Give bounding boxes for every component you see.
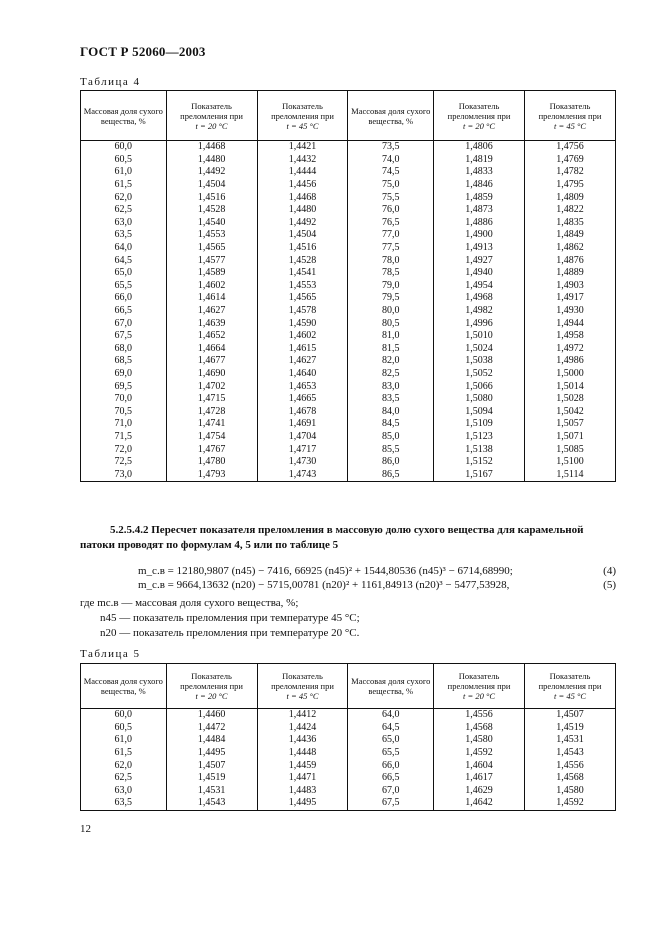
table-cell: 79,5 (348, 292, 434, 305)
table-cell: 1,4730 (257, 456, 348, 469)
table-cell: 65,5 (81, 280, 167, 293)
header-refraction-20: Показатель преломления при t = 20 °C (434, 664, 525, 709)
table-cell: 1,4589 (166, 267, 257, 280)
table-cell: 1,4653 (257, 380, 348, 393)
table-cell: 1,4468 (166, 141, 257, 154)
table-row (81, 343, 616, 356)
table-cell: 1,4876 (525, 254, 616, 267)
table-cell: 67,0 (348, 785, 434, 798)
table-cell: 1,4568 (434, 722, 525, 735)
table-row (81, 355, 616, 368)
table-cell: 64,5 (348, 722, 434, 735)
table-row (81, 254, 616, 267)
table-row (81, 722, 616, 735)
table-cell: 1,4889 (525, 267, 616, 280)
table-cell: 1,4484 (166, 734, 257, 747)
table-cell: 83,0 (348, 380, 434, 393)
table-cell: 1,4862 (525, 242, 616, 255)
table-cell: 72,0 (81, 443, 167, 456)
table-cell: 1,5167 (434, 468, 525, 481)
legend-n20: n20 — показатель преломления при температуре 20 °C. (100, 627, 360, 639)
table-cell: 1,4835 (525, 217, 616, 230)
table-cell: 66,0 (81, 292, 167, 305)
table-row (81, 317, 616, 330)
table-4-body (81, 141, 616, 482)
table-cell: 61,5 (81, 747, 167, 760)
header-refraction-20: Показатель преломления при t = 20 °C (166, 91, 257, 141)
table-cell: 78,5 (348, 267, 434, 280)
table-cell: 60,5 (81, 722, 167, 735)
table-cell: 1,4578 (257, 305, 348, 318)
table-cell: 1,4519 (166, 772, 257, 785)
table-cell: 80,0 (348, 305, 434, 318)
table-cell: 1,4629 (434, 785, 525, 798)
table-cell: 1,4540 (166, 217, 257, 230)
table-cell: 1,4704 (257, 431, 348, 444)
table-cell: 1,4859 (434, 191, 525, 204)
table-cell: 1,4717 (257, 443, 348, 456)
table-cell: 1,4986 (525, 355, 616, 368)
table-cell: 64,0 (81, 242, 167, 255)
table-cell: 70,5 (81, 405, 167, 418)
table-cell: 71,5 (81, 431, 167, 444)
table-cell: 1,4743 (257, 468, 348, 481)
header-refraction-45: Показатель преломления при t = 45 °C (257, 91, 348, 141)
table-cell: 63,0 (81, 217, 167, 230)
page-number: 12 (80, 823, 91, 835)
table-cell: 1,4927 (434, 254, 525, 267)
document-header: ГОСТ Р 52060—2003 (80, 44, 206, 59)
table-cell: 1,4504 (257, 229, 348, 242)
table-cell: 1,5123 (434, 431, 525, 444)
table-cell: 1,4456 (257, 179, 348, 192)
table-row (81, 280, 616, 293)
table-cell: 1,4472 (166, 722, 257, 735)
table-cell: 1,4480 (257, 204, 348, 217)
formula-4: m_с.в = 12180,9807 (n45) − 7416, 66925 (n45)² + 1544,80536 (n45)³ − 6714,68990; (138, 565, 513, 577)
table-cell: 1,4483 (257, 785, 348, 798)
table-cell: 1,4627 (166, 305, 257, 318)
table-row (81, 709, 616, 722)
table-cell: 1,4565 (257, 292, 348, 305)
table-cell: 63,5 (81, 229, 167, 242)
table-cell: 1,5138 (434, 443, 525, 456)
table-cell: 1,4954 (434, 280, 525, 293)
table-cell: 1,4432 (257, 154, 348, 167)
table-cell: 1,5066 (434, 380, 525, 393)
table-cell: 1,4519 (525, 722, 616, 735)
table-cell: 1,4780 (166, 456, 257, 469)
table-cell: 1,4652 (166, 330, 257, 343)
table-cell: 1,5052 (434, 368, 525, 381)
table-cell: 1,4556 (525, 759, 616, 772)
table-cell: 85,5 (348, 443, 434, 456)
table-cell: 1,4553 (257, 280, 348, 293)
table-cell: 1,4602 (166, 280, 257, 293)
table-cell: 75,0 (348, 179, 434, 192)
table-cell: 67,5 (348, 797, 434, 810)
table-row (81, 229, 616, 242)
table-cell: 70,0 (81, 393, 167, 406)
table-row (81, 217, 616, 230)
table-cell: 1,4495 (257, 797, 348, 810)
table-cell: 1,4580 (434, 734, 525, 747)
table-cell: 77,5 (348, 242, 434, 255)
table-cell: 1,4846 (434, 179, 525, 192)
table-cell: 1,4448 (257, 747, 348, 760)
table-cell: 1,5057 (525, 418, 616, 431)
table-cell: 1,4873 (434, 204, 525, 217)
table-cell: 1,4691 (257, 418, 348, 431)
table-row (81, 267, 616, 280)
table-cell: 1,4459 (257, 759, 348, 772)
table-cell: 1,4577 (166, 254, 257, 267)
table-row (81, 191, 616, 204)
header-refraction-20: Показатель преломления при t = 20 °C (166, 664, 257, 709)
table-cell: 65,0 (348, 734, 434, 747)
table-row (81, 443, 616, 456)
table-cell: 1,4592 (525, 797, 616, 810)
table-row (81, 785, 616, 798)
table-cell: 1,4436 (257, 734, 348, 747)
table-cell: 66,0 (348, 759, 434, 772)
table-cell: 1,4754 (166, 431, 257, 444)
table-cell: 1,4480 (166, 154, 257, 167)
table-cell: 1,4507 (166, 759, 257, 772)
table-cell: 81,5 (348, 343, 434, 356)
table-cell: 1,4944 (525, 317, 616, 330)
table-cell: 1,4996 (434, 317, 525, 330)
table-cell: 1,4793 (166, 468, 257, 481)
table-cell: 1,4541 (257, 267, 348, 280)
table-cell: 1,4507 (525, 709, 616, 722)
legend-mass-fraction: где mс.в — массовая доля сухого вещества, %; (80, 597, 299, 609)
table-row (81, 380, 616, 393)
header-refraction-45: Показатель преломления при t = 45 °C (525, 91, 616, 141)
table-row (81, 734, 616, 747)
table-cell: 80,5 (348, 317, 434, 330)
table-row (81, 242, 616, 255)
header-mass-fraction: Массовая доля сухого вещества, % (348, 91, 434, 141)
table-cell: 1,4833 (434, 166, 525, 179)
table-cell: 61,5 (81, 179, 167, 192)
table-cell: 1,4640 (257, 368, 348, 381)
table-row (81, 154, 616, 167)
table-cell: 81,0 (348, 330, 434, 343)
table-cell: 66,5 (348, 772, 434, 785)
table-cell: 1,5010 (434, 330, 525, 343)
table-cell: 1,4642 (434, 797, 525, 810)
table-cell: 1,4543 (166, 797, 257, 810)
table-cell: 63,5 (81, 797, 167, 810)
table-cell: 1,5094 (434, 405, 525, 418)
table-row (81, 468, 616, 481)
table-row (81, 431, 616, 444)
table-cell: 63,0 (81, 785, 167, 798)
table-cell: 1,5038 (434, 355, 525, 368)
table-cell: 1,4543 (525, 747, 616, 760)
table-cell: 1,4492 (166, 166, 257, 179)
table-row (81, 368, 616, 381)
table-cell: 1,5028 (525, 393, 616, 406)
table-cell: 1,4590 (257, 317, 348, 330)
table-row (81, 797, 616, 810)
table-cell: 1,4806 (434, 141, 525, 154)
table-cell: 1,4795 (525, 179, 616, 192)
table-row (81, 456, 616, 469)
table-cell: 67,0 (81, 317, 167, 330)
table-cell: 1,4639 (166, 317, 257, 330)
table-cell: 1,4604 (434, 759, 525, 772)
table-cell: 64,0 (348, 709, 434, 722)
table-cell: 1,4930 (525, 305, 616, 318)
table-cell: 72,5 (81, 456, 167, 469)
table-row (81, 330, 616, 343)
table-cell: 1,4553 (166, 229, 257, 242)
table-cell: 1,4849 (525, 229, 616, 242)
table-cell: 1,4421 (257, 141, 348, 154)
table-cell: 86,5 (348, 468, 434, 481)
table-cell: 1,4809 (525, 191, 616, 204)
table-cell: 69,0 (81, 368, 167, 381)
table-cell: 1,4531 (525, 734, 616, 747)
table-cell: 67,5 (81, 330, 167, 343)
table-cell: 1,4958 (525, 330, 616, 343)
table-cell: 1,4767 (166, 443, 257, 456)
table-cell: 1,4819 (434, 154, 525, 167)
table-cell: 73,0 (81, 468, 167, 481)
table-cell: 1,5014 (525, 380, 616, 393)
table-cell: 1,5100 (525, 456, 616, 469)
table-cell: 1,4900 (434, 229, 525, 242)
table-cell: 65,0 (81, 267, 167, 280)
table-cell: 1,5152 (434, 456, 525, 469)
section-paragraph: 5.2.5.4.2 Пересчет показателя преломления в массовую долю сухого вещества для карамельной патоки проводят по формулам 4, 5 или по таблице 5 (80, 524, 584, 551)
table-cell: 1,4982 (434, 305, 525, 318)
table-cell: 1,4614 (166, 292, 257, 305)
table-cell: 1,4516 (257, 242, 348, 255)
table-row (81, 292, 616, 305)
table-cell: 1,5085 (525, 443, 616, 456)
table-cell: 1,5109 (434, 418, 525, 431)
table-row (81, 759, 616, 772)
table-cell: 1,4678 (257, 405, 348, 418)
table-cell: 68,5 (81, 355, 167, 368)
table-cell: 62,5 (81, 772, 167, 785)
table-cell: 73,5 (348, 141, 434, 154)
table-cell: 76,0 (348, 204, 434, 217)
table-row (81, 772, 616, 785)
table-cell: 82,0 (348, 355, 434, 368)
table-cell: 1,4528 (257, 254, 348, 267)
table-cell: 1,4715 (166, 393, 257, 406)
header-refraction-45: Показатель преломления при t = 45 °C (257, 664, 348, 709)
table-cell: 62,5 (81, 204, 167, 217)
table-row (81, 166, 616, 179)
table-cell: 1,4627 (257, 355, 348, 368)
table-cell: 1,4968 (434, 292, 525, 305)
table-cell: 1,5114 (525, 468, 616, 481)
table-cell: 1,4424 (257, 722, 348, 735)
table-cell: 1,4690 (166, 368, 257, 381)
table-row (81, 393, 616, 406)
table-cell: 1,4471 (257, 772, 348, 785)
table-cell: 68,0 (81, 343, 167, 356)
table-cell: 1,4822 (525, 204, 616, 217)
table-cell: 84,5 (348, 418, 434, 431)
table-cell: 1,4728 (166, 405, 257, 418)
table-cell: 1,4444 (257, 166, 348, 179)
table-cell: 69,5 (81, 380, 167, 393)
table-cell: 61,0 (81, 166, 167, 179)
table-cell: 1,4782 (525, 166, 616, 179)
header-mass-fraction: Массовая доля сухого вещества, % (348, 664, 434, 709)
formula-5-number: (5) (603, 579, 616, 591)
table-cell: 1,4886 (434, 217, 525, 230)
table-cell: 1,4516 (166, 191, 257, 204)
table-cell: 1,4592 (434, 747, 525, 760)
table-row (81, 141, 616, 154)
header-mass-fraction: Массовая доля сухого вещества, % (81, 664, 167, 709)
table-cell: 1,4756 (525, 141, 616, 154)
table-5-caption: Таблица 5 (80, 648, 141, 660)
table-cell: 1,4468 (257, 191, 348, 204)
table-cell: 1,4665 (257, 393, 348, 406)
table-cell: 83,5 (348, 393, 434, 406)
table-cell: 79,0 (348, 280, 434, 293)
table-cell: 1,4741 (166, 418, 257, 431)
formula-4-number: (4) (603, 565, 616, 577)
legend-n45: n45 — показатель преломления при температуре 45 °C; (100, 612, 360, 624)
header-mass-fraction: Массовая доля сухого вещества, % (81, 91, 167, 141)
table-4-caption: Таблица 4 (80, 76, 141, 88)
table-cell: 77,0 (348, 229, 434, 242)
table-cell: 74,5 (348, 166, 434, 179)
table-cell: 1,4913 (434, 242, 525, 255)
table-cell: 1,5000 (525, 368, 616, 381)
table-cell: 62,0 (81, 759, 167, 772)
table-cell: 1,4580 (525, 785, 616, 798)
table-cell: 1,4940 (434, 267, 525, 280)
table-cell: 62,0 (81, 191, 167, 204)
table-cell: 1,4702 (166, 380, 257, 393)
table-cell: 1,5024 (434, 343, 525, 356)
table-cell: 1,5080 (434, 393, 525, 406)
table-cell: 71,0 (81, 418, 167, 431)
table-cell: 1,5042 (525, 405, 616, 418)
table-cell: 61,0 (81, 734, 167, 747)
table-cell: 60,5 (81, 154, 167, 167)
table-cell: 82,5 (348, 368, 434, 381)
table-cell: 85,0 (348, 431, 434, 444)
table-cell: 1,4460 (166, 709, 257, 722)
table-cell: 75,5 (348, 191, 434, 204)
table-row (81, 179, 616, 192)
header-refraction-45: Показатель преломления при t = 45 °C (525, 664, 616, 709)
table-cell: 60,0 (81, 709, 167, 722)
table-5-body (81, 709, 616, 811)
table-cell: 1,4602 (257, 330, 348, 343)
table-cell: 1,4492 (257, 217, 348, 230)
table-cell: 1,4664 (166, 343, 257, 356)
formula-5: m_с.в = 9664,13632 (n20) − 5715,00781 (n20)² + 1161,84913 (n20)³ − 5477,53928, (138, 579, 510, 591)
table-cell: 86,0 (348, 456, 434, 469)
table-4 (80, 90, 616, 482)
table-cell: 1,4615 (257, 343, 348, 356)
table-cell: 1,4972 (525, 343, 616, 356)
table-row (81, 405, 616, 418)
table-cell: 66,5 (81, 305, 167, 318)
table-cell: 1,4677 (166, 355, 257, 368)
table-5 (80, 663, 616, 811)
table-cell: 1,4917 (525, 292, 616, 305)
table-cell: 84,0 (348, 405, 434, 418)
table-cell: 1,4495 (166, 747, 257, 760)
table-cell: 1,4617 (434, 772, 525, 785)
table-cell: 1,4412 (257, 709, 348, 722)
table-cell: 65,5 (348, 747, 434, 760)
table-cell: 1,4531 (166, 785, 257, 798)
table-row (81, 418, 616, 431)
table-cell: 1,4528 (166, 204, 257, 217)
table-cell: 1,4565 (166, 242, 257, 255)
table-cell: 1,5071 (525, 431, 616, 444)
table-cell: 1,4769 (525, 154, 616, 167)
header-refraction-20: Показатель преломления при t = 20 °C (434, 91, 525, 141)
table-cell: 1,4568 (525, 772, 616, 785)
table-cell: 1,4504 (166, 179, 257, 192)
table-cell: 64,5 (81, 254, 167, 267)
table-row (81, 204, 616, 217)
table-cell: 78,0 (348, 254, 434, 267)
table-cell: 74,0 (348, 154, 434, 167)
table-cell: 60,0 (81, 141, 167, 154)
table-row (81, 747, 616, 760)
table-cell: 1,4903 (525, 280, 616, 293)
table-row (81, 305, 616, 318)
table-cell: 1,4556 (434, 709, 525, 722)
table-cell: 76,5 (348, 217, 434, 230)
